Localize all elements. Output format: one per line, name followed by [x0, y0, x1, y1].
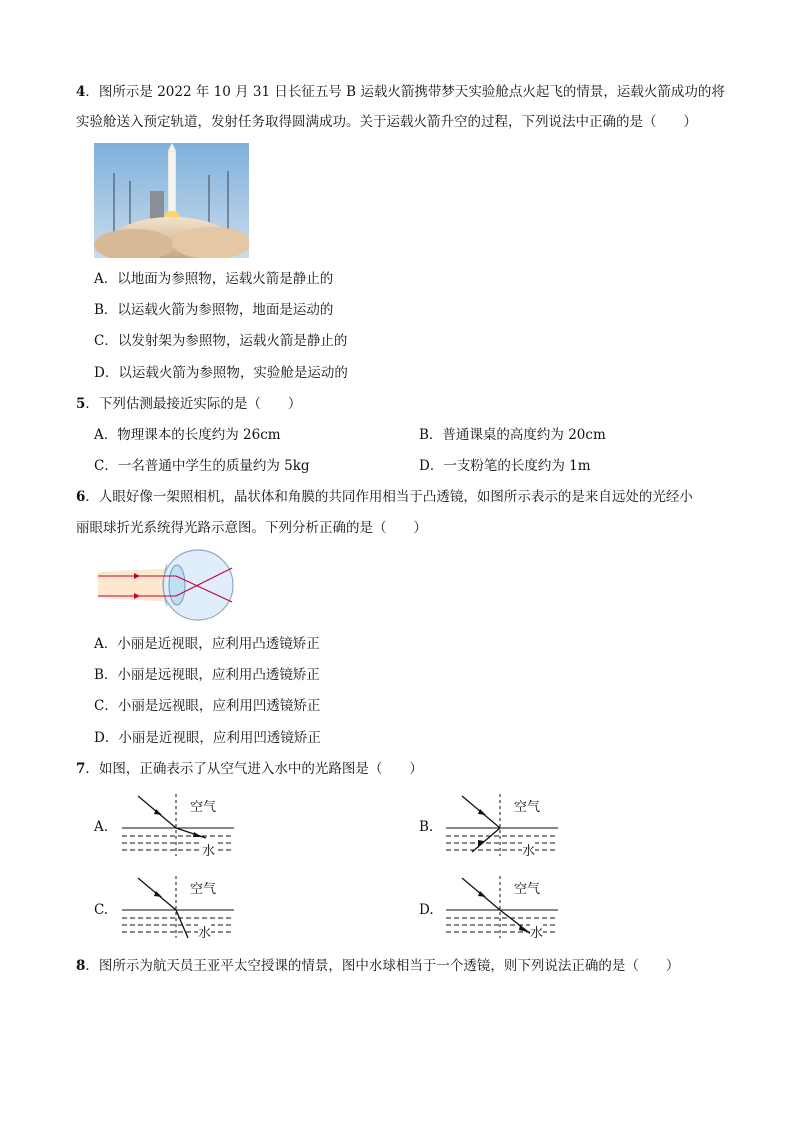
q5-number: 5: [76, 396, 86, 412]
q7-option-d-label[interactable]: D.: [419, 902, 434, 918]
q6-option-c[interactable]: C．小丽是远视眼，应利用凹透镜矫正: [94, 698, 321, 714]
q4-line2: 实验舱送入预定轨道，发射任务取得圆满成功。关于运载火箭升空的过程，下列说法中正确的是（ ）: [76, 114, 697, 130]
q6-number: 6: [76, 489, 86, 505]
q5-option-b[interactable]: B．普通课桌的高度约为 20cm: [419, 427, 606, 443]
q7-option-a-label[interactable]: A.: [94, 819, 109, 835]
q6-option-d[interactable]: D．小丽是近视眼，应利用凹透镜矫正: [94, 730, 321, 746]
eye-diagram: [94, 546, 239, 624]
q7-number: 7: [76, 761, 86, 777]
q6-line2: 丽眼球折光系统得光路示意图。下列分析正确的是（ ）: [76, 520, 427, 536]
q4-option-a[interactable]: A．以地面为参照物，运载火箭是静止的: [94, 271, 334, 287]
q5-line1: 5．下列估测最接近实际的是（ ）: [76, 396, 302, 412]
q7-a-air-label: 空气: [190, 800, 217, 815]
q6-option-b[interactable]: B．小丽是远视眼，应利用凸透镜矫正: [94, 667, 320, 683]
q4-option-b[interactable]: B．以运载火箭为参照物，地面是运动的: [94, 302, 334, 318]
q7-b-water-label: 水: [522, 840, 535, 859]
q7-line1: 7．如图，正确表示了从空气进入水中的光路图是（ ）: [76, 761, 423, 777]
q5-option-c[interactable]: C．一名普通中学生的质量约为 5kg: [94, 458, 310, 474]
q7-diagram-c[interactable]: [118, 874, 236, 940]
rocket-launch-photo: [94, 143, 249, 258]
q7-option-c-label[interactable]: C.: [94, 902, 109, 918]
q7-b-air-label: 空气: [514, 800, 541, 815]
q4-option-d[interactable]: D．以运载火箭为参照物，实验舱是运动的: [94, 365, 348, 381]
q4-line1: 4．图所示是 2022 年 10 月 31 日长征五号 B 运载火箭携带梦天实验舱点火起飞的情景，运载火箭成功的将: [76, 84, 725, 100]
q4-option-c[interactable]: C．以发射架为参照物，运载火箭是静止的: [94, 333, 348, 349]
q7-diagram-b[interactable]: [442, 792, 560, 858]
q5-option-a[interactable]: A．物理课本的长度约为 26cm: [94, 427, 281, 443]
q7-a-water-label: 水: [202, 840, 215, 859]
q7-diagram-d[interactable]: [442, 874, 560, 940]
q6-option-a[interactable]: A．小丽是近视眼，应利用凸透镜矫正: [94, 636, 320, 652]
q7-c-air-label: 空气: [190, 882, 217, 897]
q7-diagram-a[interactable]: [118, 792, 236, 858]
q6-line1: 6．人眼好像一架照相机，晶状体和角膜的共同作用相当于凸透镜，如图所示表示的是来自远处的光经小: [76, 489, 693, 505]
q5-option-d[interactable]: D．一支粉笔的长度约为 1m: [419, 458, 591, 474]
q8-number: 8: [76, 958, 86, 974]
q8-line1: 8．图所示为航天员王亚平太空授课的情景，图中水球相当于一个透镜，则下列说法正确的是（ ）: [76, 958, 680, 974]
q7-d-water-label: 水: [530, 922, 543, 941]
q7-d-air-label: 空气: [514, 882, 541, 897]
q7-option-b-label[interactable]: B.: [419, 819, 434, 835]
q4-number: 4: [76, 84, 86, 100]
q7-c-water-label: 水: [198, 922, 211, 941]
